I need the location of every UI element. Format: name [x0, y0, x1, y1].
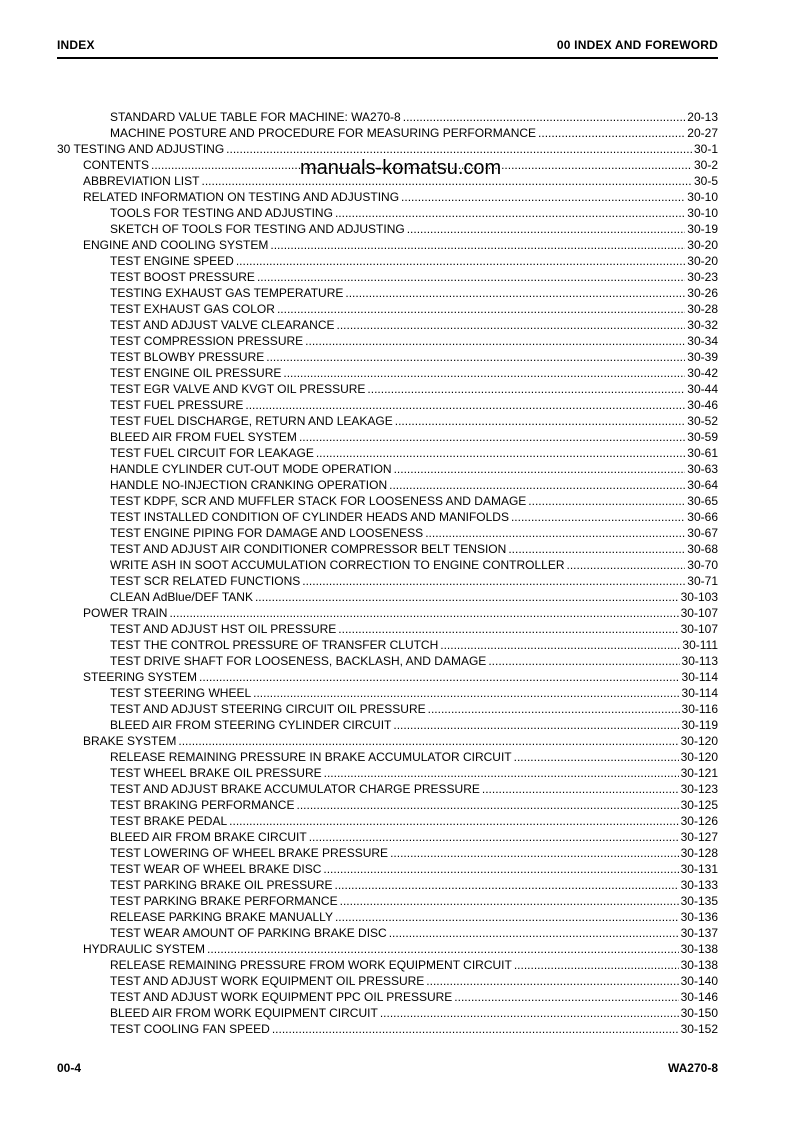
toc-entry-page: 30-59	[687, 430, 718, 444]
toc-entry-page: 30-103	[680, 590, 718, 604]
toc-entry-page: 30-71	[687, 574, 718, 588]
toc-entry[interactable]	[83, 669, 718, 685]
toc-entry-title: CONTENTS	[83, 158, 149, 172]
toc-entry-title: TEST EGR VALVE AND KVGT OIL PRESSURE	[110, 382, 366, 396]
toc-leader-dots	[380, 1005, 679, 1021]
toc-entry-title: TOOLS FOR TESTING AND ADJUSTING	[110, 206, 333, 220]
toc-entry-page: 20-13	[687, 110, 718, 124]
toc-entry-title: TEST DRIVE SHAFT FOR LOOSENESS, BACKLASH, AND DAMAGE	[110, 654, 487, 668]
toc-leader-dots	[257, 269, 685, 285]
header-rule	[57, 57, 718, 59]
toc-entry-title: TEST AND ADJUST STEERING CIRCUIT OIL PRESSURE	[110, 702, 426, 716]
toc-leader-dots	[226, 141, 692, 157]
toc-entry-page: 30-137	[680, 926, 718, 940]
toc-entry-title: ABBREVIATION LIST	[83, 174, 200, 188]
toc-entry-page: 30-32	[687, 318, 718, 332]
toc-entry-title: HANDLE NO-INJECTION CRANKING OPERATION	[110, 478, 388, 492]
toc-entry[interactable]	[83, 733, 718, 749]
toc-entry-title: TEST INSTALLED CONDITION OF CYLINDER HEADS AND MANIFOLDS	[110, 510, 509, 524]
toc-entry[interactable]	[110, 557, 718, 573]
toc-entry[interactable]	[110, 621, 718, 637]
toc-entry[interactable]	[110, 925, 718, 941]
toc-leader-dots	[229, 813, 678, 829]
toc-entry-title: TEST PARKING BRAKE OIL PRESSURE	[110, 878, 333, 892]
toc-leader-dots	[407, 221, 686, 237]
toc-leader-dots	[528, 493, 685, 509]
toc-leader-dots	[335, 205, 685, 221]
toc-entry-title: TEST WEAR OF WHEEL BRAKE DISC	[110, 862, 322, 876]
toc-entry-page: 30-46	[687, 398, 718, 412]
toc-entry-title: RELEASE REMAINING PRESSURE IN BRAKE ACCUMULATOR CIRCUIT	[110, 750, 512, 764]
toc-entry[interactable]	[110, 493, 718, 509]
toc-leader-dots	[389, 925, 679, 941]
toc-entry-title: TEST BRAKING PERFORMANCE	[110, 798, 295, 812]
toc-entry-title: WRITE ASH IN SOOT ACCUMULATION CORRECTION TO ENGINE CONTROLLER	[110, 558, 565, 572]
toc-entry-title: TEST EXHAUST GAS COLOR	[110, 302, 275, 316]
toc-entry[interactable]	[110, 413, 718, 429]
toc-entry-page: 30-121	[680, 766, 718, 780]
toc-entry-title: TESTING EXHAUST GAS TEMPERATURE	[110, 286, 344, 300]
toc-entry-title: TEST ENGINE OIL PRESSURE	[110, 366, 282, 380]
toc-entry-page: 30-2	[693, 158, 718, 172]
toc-entry-title: POWER TRAIN	[83, 606, 168, 620]
toc-entry-title: ENGINE AND COOLING SYSTEM	[83, 238, 269, 252]
toc-leader-dots	[567, 557, 686, 573]
toc-entry-title: TEST STEERING WHEEL	[110, 686, 252, 700]
toc-entry-page: 30-34	[687, 334, 718, 348]
toc-leader-dots	[335, 877, 679, 893]
toc-entry-page: 30-66	[687, 510, 718, 524]
toc-leader-dots	[207, 941, 679, 957]
toc-entry-title: TEST AND ADJUST AIR CONDITIONER COMPRESSOR BELT TENSION	[110, 542, 507, 556]
toc-entry[interactable]	[110, 877, 718, 893]
toc-entry-title: STANDARD VALUE TABLE FOR MACHINE: WA270-8	[110, 110, 401, 124]
toc-entry-page: 30-20	[687, 238, 718, 252]
toc-entry[interactable]	[110, 797, 718, 813]
toc-entry-page: 30-61	[687, 446, 718, 460]
toc-entry[interactable]	[110, 365, 718, 381]
toc-entry-page: 30-119	[681, 718, 718, 732]
toc-leader-dots	[482, 781, 679, 797]
toc-entry-title: TEST SCR RELATED FUNCTIONS	[110, 574, 301, 588]
toc-entry-page: 30-70	[687, 558, 718, 572]
toc-leader-dots	[389, 477, 685, 493]
toc-leader-dots	[316, 445, 685, 461]
toc-leader-dots	[283, 365, 685, 381]
toc-leader-dots	[302, 573, 685, 589]
toc-leader-dots	[270, 237, 685, 253]
toc-entry[interactable]	[110, 909, 718, 925]
toc-entry-title: TEST AND ADJUST WORK EQUIPMENT OIL PRESSURE	[110, 974, 425, 988]
toc-entry-page: 30-42	[687, 366, 718, 380]
toc-leader-dots	[199, 669, 679, 685]
toc-entry-title: TEST PARKING BRAKE PERFORMANCE	[110, 894, 338, 908]
toc-entry[interactable]	[110, 749, 718, 765]
toc-leader-dots	[169, 605, 678, 621]
toc-leader-dots	[236, 253, 685, 269]
toc-entry-title: 30 TESTING AND ADJUSTING	[57, 142, 225, 156]
toc-entry-title: TEST COOLING FAN SPEED	[110, 1022, 270, 1036]
toc-entry-title: TEST LOWERING OF WHEEL BRAKE PRESSURE	[110, 846, 389, 860]
toc-entry-page: 30-5	[693, 174, 718, 188]
toc-entry-page: 30-131	[680, 862, 718, 876]
toc-entry[interactable]	[110, 445, 718, 461]
toc-entry-page: 30-152	[680, 1022, 718, 1036]
toc-entry[interactable]	[110, 269, 718, 285]
toc-entry[interactable]	[110, 685, 718, 701]
toc-leader-dots	[395, 413, 686, 429]
toc-entry-title: TEST FUEL PRESSURE	[110, 398, 244, 412]
header-section-label: INDEX	[57, 38, 95, 52]
header-chapter-title: 00 INDEX AND FOREWORD	[556, 38, 718, 52]
toc-entry[interactable]	[110, 301, 718, 317]
toc-leader-dots	[296, 797, 678, 813]
toc-entry[interactable]	[110, 973, 718, 989]
toc-entry-page: 30-150	[680, 1006, 718, 1020]
toc-leader-dots	[178, 733, 678, 749]
footer-model: WA270-8	[667, 1061, 718, 1075]
toc-entry-page: 30-138	[680, 958, 718, 972]
toc-entry[interactable]	[110, 397, 718, 413]
toc-entry-title: TEST AND ADJUST HST OIL PRESSURE	[110, 622, 337, 636]
toc-entry-page: 30-136	[680, 910, 718, 924]
toc-entry-title: BLEED AIR FROM BRAKE CIRCUIT	[110, 830, 307, 844]
toc-leader-dots	[338, 621, 678, 637]
toc-entry[interactable]	[110, 205, 718, 221]
watermark: manuals-komatsu.com	[300, 157, 502, 179]
toc-entry-title: TEST BLOWBY PRESSURE	[110, 350, 265, 364]
toc-entry-page: 30-19	[687, 222, 718, 236]
toc-entry-title: SKETCH OF TOOLS FOR TESTING AND ADJUSTING	[110, 222, 405, 236]
toc-entry-page: 30-140	[680, 974, 718, 988]
toc-entry-title: CLEAN AdBlue/DEF TANK	[110, 590, 253, 604]
toc-leader-dots	[390, 845, 679, 861]
toc-entry[interactable]	[110, 637, 718, 653]
toc-entry-page: 30-10	[687, 190, 718, 204]
toc-leader-dots	[394, 461, 686, 477]
toc-entry-title: MACHINE POSTURE AND PROCEDURE FOR MEASURING PERFORMANCE	[110, 126, 537, 140]
toc-leader-dots	[277, 301, 685, 317]
toc-entry-page: 30-120	[680, 734, 718, 748]
toc-entry[interactable]	[110, 429, 718, 445]
toc-entry-title: BLEED AIR FROM STEERING CYLINDER CIRCUIT	[110, 718, 392, 732]
toc-entry-page: 30-28	[687, 302, 718, 316]
toc-entry[interactable]	[110, 893, 718, 909]
toc-entry-page: 30-10	[687, 206, 718, 220]
toc-entry-page: 30-65	[687, 494, 718, 508]
toc-entry[interactable]	[110, 477, 718, 493]
toc-entry-title: RELEASE REMAINING PRESSURE FROM WORK EQUIPMENT CIRCUIT	[110, 958, 512, 972]
toc-entry-title: RELEASE PARKING BRAKE MANUALLY	[110, 910, 333, 924]
toc-entry-page: 30-135	[680, 894, 718, 908]
toc-entry[interactable]	[110, 573, 718, 589]
toc-entry-title: TEST BRAKE PEDAL	[110, 814, 228, 828]
toc-leader-dots	[367, 381, 685, 397]
toc-leader-dots	[253, 685, 679, 701]
toc-entry[interactable]	[110, 541, 718, 557]
toc-leader-dots	[454, 989, 678, 1005]
toc-entry-page: 30-120	[680, 750, 718, 764]
toc-entry[interactable]	[110, 125, 718, 141]
toc-entry-title: TEST BOOST PRESSURE	[110, 270, 255, 284]
toc-entry-page: 30-123	[680, 782, 718, 796]
toc-entry[interactable]	[110, 381, 718, 397]
toc-entry-title: BLEED AIR FROM FUEL SYSTEM	[110, 430, 297, 444]
toc-leader-dots	[426, 973, 678, 989]
toc-entry-title: TEST AND ADJUST WORK EQUIPMENT PPC OIL PRESSURE	[110, 990, 453, 1004]
toc-entry-page: 30-116	[681, 702, 718, 716]
toc-entry-page: 30-44	[687, 382, 718, 396]
toc-leader-dots	[272, 1021, 679, 1037]
toc-leader-dots	[511, 509, 685, 525]
toc-entry-title: TEST FUEL CIRCUIT FOR LEAKAGE	[110, 446, 314, 460]
toc-leader-dots	[266, 349, 685, 365]
toc-entry-title: HANDLE CYLINDER CUT-OUT MODE OPERATION	[110, 462, 392, 476]
toc-leader-dots	[345, 285, 685, 301]
toc-entry[interactable]	[110, 781, 718, 797]
toc-entry-page: 30-63	[687, 462, 718, 476]
toc-entry-page: 30-23	[687, 270, 718, 284]
toc-entry-page: 30-1	[693, 142, 718, 156]
toc-entry[interactable]	[110, 861, 718, 877]
toc-entry-page: 30-127	[680, 830, 718, 844]
toc-entry[interactable]	[110, 701, 718, 717]
toc-leader-dots	[428, 701, 680, 717]
toc-entry[interactable]	[83, 605, 718, 621]
toc-entry[interactable]	[110, 525, 718, 541]
toc-entry-page: 30-111	[682, 638, 718, 652]
toc-entry[interactable]	[110, 957, 718, 973]
toc-entry-title: TEST ENGINE SPEED	[110, 254, 234, 268]
toc-entry-page: 30-146	[680, 990, 718, 1004]
toc-entry[interactable]	[110, 109, 718, 125]
toc-entry[interactable]	[83, 237, 718, 253]
toc-leader-dots	[401, 189, 685, 205]
toc-entry[interactable]	[110, 653, 718, 669]
toc-entry[interactable]	[110, 317, 718, 333]
toc-entry[interactable]	[110, 461, 718, 477]
toc-leader-dots	[403, 109, 686, 125]
toc-entry[interactable]	[110, 717, 718, 733]
toc-entry-title: TEST KDPF, SCR AND MUFFLER STACK FOR LOOSENESS AND DAMAGE	[110, 494, 527, 508]
toc-entry-title: BRAKE SYSTEM	[83, 734, 177, 748]
toc-entry[interactable]	[110, 509, 718, 525]
toc-entry[interactable]	[110, 765, 718, 781]
toc-leader-dots	[514, 749, 679, 765]
toc-entry-title: TEST COMPRESSION PRESSURE	[110, 334, 304, 348]
toc-leader-dots	[440, 637, 680, 653]
toc-entry-title: RELATED INFORMATION ON TESTING AND ADJUSTING	[83, 190, 400, 204]
toc-entry-page: 30-64	[687, 478, 718, 492]
toc-entry-page: 30-128	[680, 846, 718, 860]
toc-entry[interactable]	[110, 1021, 718, 1037]
toc-leader-dots	[305, 333, 685, 349]
toc-leader-dots	[538, 125, 685, 141]
toc-entry-page: 30-107	[680, 606, 718, 620]
toc-leader-dots	[514, 957, 679, 973]
toc-entry-title: TEST FUEL DISCHARGE, RETURN AND LEAKAGE	[110, 414, 393, 428]
toc-leader-dots	[393, 717, 679, 733]
footer-page-number: 00-4	[57, 1061, 82, 1075]
toc-entry[interactable]	[110, 989, 718, 1005]
toc-entry[interactable]	[110, 1005, 718, 1021]
toc-entry[interactable]	[110, 221, 718, 237]
toc-entry[interactable]	[110, 813, 718, 829]
toc-entry-page: 30-138	[680, 942, 718, 956]
toc-leader-dots	[245, 397, 685, 413]
toc-entry[interactable]	[110, 845, 718, 861]
toc-entry-page: 30-20	[687, 254, 718, 268]
toc-entry[interactable]	[57, 141, 718, 157]
toc-entry-page: 30-107	[680, 622, 718, 636]
toc-entry-page: 30-125	[680, 798, 718, 812]
toc-leader-dots	[324, 765, 679, 781]
toc-entry[interactable]	[83, 941, 718, 957]
toc-entry-title: TEST WEAR AMOUNT OF PARKING BRAKE DISC	[110, 926, 387, 940]
toc-entry-page: 30-133	[680, 878, 718, 892]
toc-leader-dots	[299, 429, 685, 445]
toc-entry-page: 30-114	[681, 670, 718, 684]
toc-entry[interactable]	[110, 285, 718, 301]
toc-leader-dots	[508, 541, 685, 557]
toc-leader-dots	[488, 653, 679, 669]
toc-entry[interactable]	[110, 349, 718, 365]
toc-entry-title: TEST THE CONTROL PRESSURE OF TRANSFER CLUTCH	[110, 638, 439, 652]
toc-entry-title: TEST WHEEL BRAKE OIL PRESSURE	[110, 766, 322, 780]
toc-entry-page: 30-39	[687, 350, 718, 364]
toc-leader-dots	[323, 861, 678, 877]
toc-leader-dots	[309, 829, 679, 845]
toc-leader-dots	[337, 317, 686, 333]
toc-entry-title: HYDRAULIC SYSTEM	[83, 942, 206, 956]
toc-entry-page: 30-52	[687, 414, 718, 428]
toc-entry-title: TEST ENGINE PIPING FOR DAMAGE AND LOOSENESS	[110, 526, 424, 540]
toc-entry[interactable]	[110, 253, 718, 269]
toc-entry-page: 30-26	[687, 286, 718, 300]
toc-leader-dots	[340, 893, 679, 909]
toc-entry-page: 30-126	[680, 814, 718, 828]
toc-entry-page: 30-113	[681, 654, 718, 668]
toc-entry[interactable]	[110, 829, 718, 845]
toc-entry[interactable]	[83, 189, 718, 205]
toc-entry-title: TEST AND ADJUST VALVE CLEARANCE	[110, 318, 335, 332]
toc-entry-page: 30-114	[681, 686, 718, 700]
toc-entry-title: STEERING SYSTEM	[83, 670, 198, 684]
toc-leader-dots	[255, 589, 679, 605]
toc-entry-title: TEST AND ADJUST BRAKE ACCUMULATOR CHARGE PRESSURE	[110, 782, 480, 796]
toc-entry-page: 30-67	[687, 526, 718, 540]
toc-entry[interactable]	[110, 589, 718, 605]
toc-entry-title: BLEED AIR FROM WORK EQUIPMENT CIRCUIT	[110, 1006, 378, 1020]
toc-entry[interactable]	[110, 333, 718, 349]
toc-entry-page: 30-68	[687, 542, 718, 556]
toc-entry-page: 20-27	[687, 126, 718, 140]
toc-leader-dots	[425, 525, 685, 541]
toc-leader-dots	[335, 909, 679, 925]
